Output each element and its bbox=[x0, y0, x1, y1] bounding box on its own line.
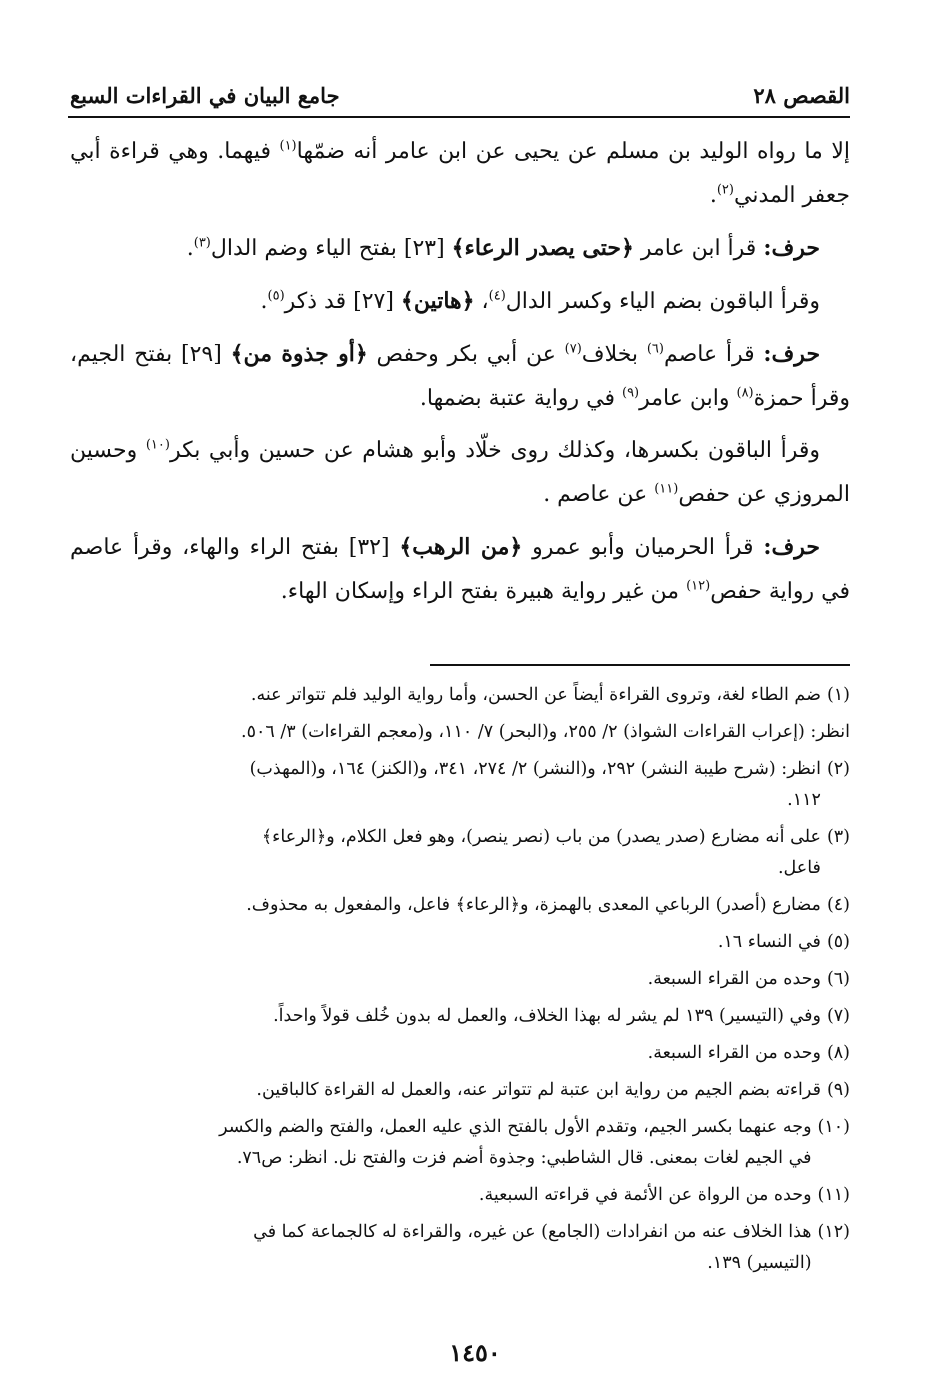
footnote-number: (٥) bbox=[826, 932, 850, 952]
footnote-text bbox=[68, 754, 821, 816]
text: قرأ ابن عامر bbox=[633, 236, 764, 261]
text: . bbox=[709, 183, 717, 208]
footnote-ref[interactable]: (١) bbox=[279, 138, 297, 154]
footnote-number: (١) bbox=[826, 685, 850, 705]
footnote-number: (٣) bbox=[826, 827, 850, 847]
harf-keyword: حرف: bbox=[763, 534, 820, 560]
footnote-ref[interactable]: (١٠) bbox=[145, 437, 170, 453]
footnote-line: هذا الخلاف عنه من انفرادات (الجامع) عن غيره، والقراءة له كالجماعة كما في bbox=[253, 1222, 812, 1242]
text: قرأ الحرميان وأبو عمرو bbox=[522, 535, 764, 560]
footnote-ref[interactable]: (٣) bbox=[193, 235, 211, 251]
paragraph-5 bbox=[70, 429, 850, 517]
harf-keyword: حرف: bbox=[763, 235, 820, 261]
text: بخلاف bbox=[581, 342, 647, 367]
footnote-item bbox=[68, 1001, 850, 1032]
text: من غير رواية هبيرة بفتح الراء وإسكان الهاء. bbox=[280, 579, 687, 604]
footnote-line: وفي (التيسير) ١٣٩ لم يشر له بهذا الخلاف، والعمل له بدون خُلف قولاً واحداً. bbox=[273, 1006, 821, 1026]
footnote-number: (٢) bbox=[826, 759, 850, 779]
footnote-ref[interactable]: (٩) bbox=[621, 385, 640, 401]
footnote-text bbox=[68, 1001, 821, 1032]
footnote-line: وحده من الرواة عن الأئمة في قراءته السبعية. bbox=[478, 1185, 812, 1205]
text: فيهما. وهي قراءة أبي جعفر المدني bbox=[70, 139, 850, 208]
footnote-ref[interactable]: (٥) bbox=[267, 288, 285, 304]
footnote-line: وجه عنهما بكسر الجيم، وتقدم الأول بالفتح الذي عليه العمل، والفتح والضم والكسر bbox=[219, 1117, 812, 1137]
paragraph-1 bbox=[70, 130, 850, 218]
footnote-text bbox=[68, 1112, 812, 1174]
footnote-ref[interactable]: (٧) bbox=[564, 341, 582, 357]
footnote-item bbox=[68, 1075, 850, 1106]
footnote-line: انظر: (شرح طيبة النشر) ٢٩٢، و(النشر) ٢/ ٢٧٤، ٣٤١، و(الكنز) ١٦٤، و(المهذب) bbox=[249, 759, 821, 779]
footnote-text bbox=[68, 680, 821, 711]
footnote-text bbox=[68, 1038, 821, 1069]
quran-quote: ﴿حتى يصدر الرعاء﴾ bbox=[451, 235, 634, 261]
text: في رواية عتبة بضمها. bbox=[419, 386, 622, 411]
footnote-line: (التيسير) ١٣٩. bbox=[707, 1253, 812, 1273]
paragraph-2 bbox=[70, 226, 850, 271]
footnote-item bbox=[68, 717, 850, 748]
quran-quote: ﴿أو جذوة من﴾ bbox=[230, 341, 368, 367]
footnote-line: في النساء ١٦. bbox=[717, 932, 821, 952]
page-number: ١٤٥٠ bbox=[449, 1338, 501, 1367]
running-header bbox=[70, 78, 850, 112]
footnote-number: (١٠) bbox=[817, 1117, 850, 1137]
footnote-item bbox=[68, 680, 850, 711]
quran-quote: ﴿هاتين﴾ bbox=[400, 288, 475, 314]
footnote-line: في الجيم لغات بمعنى. قال الشاطبي: وجذوة أضم فزت والفتح نل. انظر: ص٧٦. bbox=[236, 1148, 812, 1168]
text: إلا ما رواه الوليد بن مسلم عن يحيى عن ابن عامر أنه ضمّها bbox=[296, 139, 850, 164]
footnote-item bbox=[68, 927, 850, 958]
header-book-title: جامع البيان في القراءات السبع bbox=[70, 82, 340, 108]
paragraph-6 bbox=[70, 525, 850, 614]
footnote-text bbox=[68, 1075, 821, 1106]
footnote-item bbox=[68, 1217, 850, 1279]
footnote-item bbox=[68, 1038, 850, 1069]
footnote-line: فاعل. bbox=[777, 858, 821, 878]
text: وقرأ الباقون بكسرها، وكذلك روى خلّاد وأبو هشام عن حسين وأبي بكر bbox=[169, 438, 820, 463]
footnote-item bbox=[68, 1112, 850, 1174]
footnote-divider bbox=[430, 664, 850, 666]
text: عن أبي بكر وحفص bbox=[367, 342, 565, 367]
main-text bbox=[70, 130, 850, 622]
footnote-ref[interactable]: (١٢) bbox=[686, 578, 711, 594]
footnote-number: (٩) bbox=[826, 1080, 850, 1100]
text: قرأ عاصم bbox=[663, 342, 764, 367]
header-divider bbox=[68, 116, 850, 118]
text: ، bbox=[474, 289, 489, 314]
text: [٣٢] بفتح الراء والهاء، وقرأ عاصم في رواية حفص bbox=[70, 535, 850, 604]
text: [٢٩] بفتح الجيم، وقرأ حمزة bbox=[70, 342, 850, 411]
footnote-line: ضم الطاء لغة، وتروى القراءة أيضاً عن الحسن، وأما رواية الوليد فلم تتواتر عنه. bbox=[250, 685, 821, 705]
paragraph-3 bbox=[70, 279, 850, 324]
footnote-line: على أنه مضارع (صدر يصدر) من باب (نصر ينصر)، وهو فعل الكلام، و﴿الرعاء﴾ bbox=[261, 827, 821, 847]
text: وابن عامر bbox=[639, 386, 737, 411]
footnote-text bbox=[68, 927, 821, 958]
footnotes bbox=[68, 680, 850, 1285]
harf-keyword: حرف: bbox=[763, 341, 821, 367]
text: [٢٣] بفتح الياء وضم الدال bbox=[210, 236, 452, 261]
footnote-ref[interactable]: (١١) bbox=[654, 481, 679, 497]
footnote-line: قراءته بضم الجيم من رواية ابن عتبة لم تتواتر عنه، والعمل له القراءة كالباقين. bbox=[256, 1080, 821, 1100]
footnote-item bbox=[68, 754, 850, 816]
footnote-item bbox=[68, 964, 850, 995]
footnote-ref[interactable]: (٢) bbox=[716, 182, 734, 198]
footnote-number: (٦) bbox=[826, 969, 850, 989]
footnote-number: (٤) bbox=[826, 895, 850, 915]
header-chapter: القصص ٢٨ bbox=[753, 82, 850, 108]
footnote-item bbox=[68, 1180, 850, 1211]
footnote-ref[interactable]: (٨) bbox=[736, 385, 754, 401]
footnote-text bbox=[68, 717, 850, 748]
footnote-text bbox=[68, 964, 821, 995]
footnote-line: وحده من القراء السبعة. bbox=[647, 969, 821, 989]
footnote-number: (١١) bbox=[817, 1185, 850, 1205]
quran-quote: ﴿من الرهب﴾ bbox=[399, 534, 523, 560]
text: . bbox=[186, 236, 194, 261]
footnote-item bbox=[68, 890, 850, 921]
footnote-ref[interactable]: (٤) bbox=[488, 288, 506, 304]
footnote-line: وحده من القراء السبعة. bbox=[647, 1043, 821, 1063]
paragraph-4 bbox=[70, 332, 850, 421]
footnote-text bbox=[68, 1180, 812, 1211]
text: وقرأ الباقون بضم الياء وكسر الدال bbox=[505, 289, 820, 314]
footnote-text bbox=[68, 822, 821, 884]
footnote-line: مضارع (أصدر) الرباعي المعدى بالهمزة، و﴿الرعاء﴾ فاعل، والمفعول به محذوف. bbox=[246, 895, 821, 915]
text: . bbox=[260, 289, 268, 314]
footnote-ref[interactable]: (٦) bbox=[646, 341, 664, 357]
footnote-number: (٨) bbox=[826, 1043, 850, 1063]
footnote-text bbox=[68, 890, 821, 921]
text: وحسين المروزي عن حفص bbox=[70, 438, 850, 507]
text: [٢٧] قد ذكر bbox=[284, 289, 401, 314]
footnote-number: (١٢) bbox=[817, 1222, 850, 1242]
footnote-text bbox=[68, 1217, 812, 1279]
footnote-line: انظر: (إعراب القراءات الشواذ) ٢/ ٢٥٥، و(البحر) ٧/ ١١٠، و(معجم القراءات) ٣/ ٥٠٦. bbox=[241, 722, 850, 742]
footnote-line: ١١٢. bbox=[787, 790, 821, 810]
text: عن عاصم . bbox=[543, 482, 655, 507]
footnote-item bbox=[68, 822, 850, 884]
footnote-number: (٧) bbox=[826, 1006, 850, 1026]
